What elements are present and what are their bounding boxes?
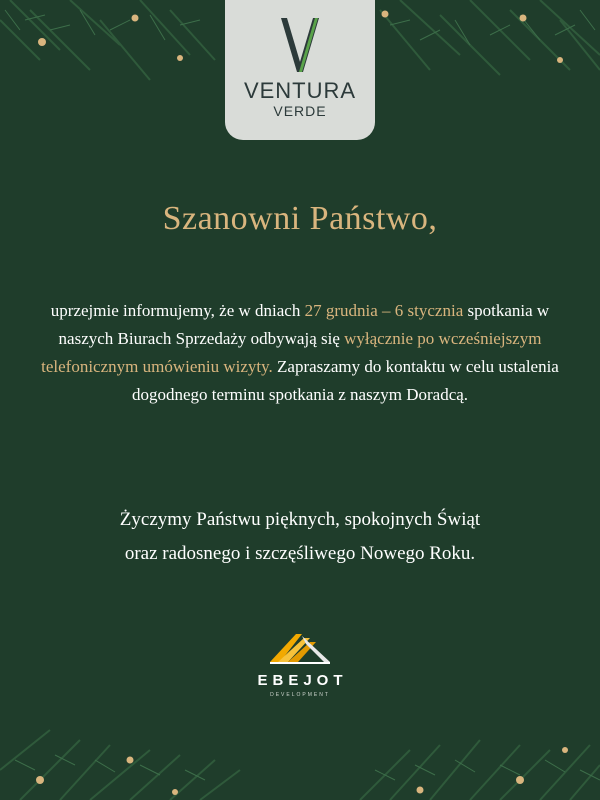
notice-message [30, 297, 570, 409]
message-text: Zapraszamy do kontaktu w celu ustalenia dogodnego terminu spotkania z naszym Doradcą. [131, 357, 559, 404]
logo-subtitle: VERDE [273, 103, 327, 119]
ventura-verde-logo [225, 0, 375, 140]
greeting-title: Szanowni Państwo, [162, 200, 438, 237]
appointment-note: wyłącznie po wcześniejszym telefonicznym umówieniu wizyty. [41, 329, 542, 376]
holiday-wishes [30, 503, 570, 571]
wishes-line: Życzymy Państwu pięknych, spokojnych Świąt [119, 509, 481, 530]
date-range: 27 grudnia – 6 stycznia [304, 301, 464, 320]
developer-subtitle: DEVELOPMENT [270, 692, 330, 698]
developer-name: EBEJOT [257, 672, 348, 689]
wishes-line: oraz radosnego i szczęśliwego Nowego Roku. [124, 543, 476, 564]
logo-name: VENTURA [243, 78, 357, 103]
ebejot-building-icon [266, 628, 334, 666]
message-text: uprzejmie informujemy, że w dniach [50, 301, 305, 320]
pine-garland-bottom [0, 710, 600, 800]
ventura-v-icon [275, 14, 325, 76]
message-text: spotkania w naszych Biurach Sprzedaży odbywają się [58, 301, 550, 348]
